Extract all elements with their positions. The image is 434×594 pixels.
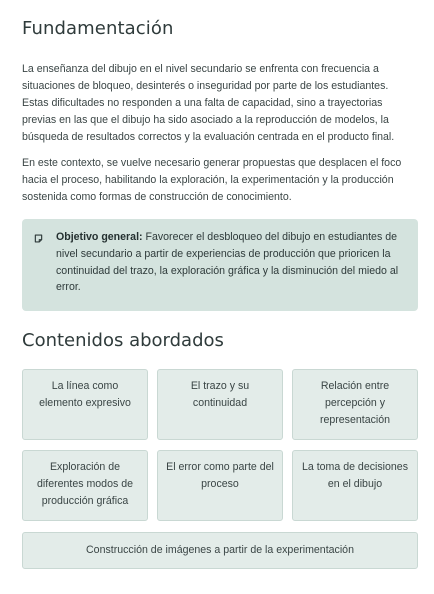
paragraph-intro: La enseñanza del dibujo en el nivel secundario se enfrenta con frecuencia a situaciones de bloqueo, desinterés o inseguridad por parte de los estudiantes. Estas dificultades no responden a una falta de capacidad, sino a trayectorias previas en las que el dibujo ha sido asociado a la reproducción de modelos, la búsqueda de resultados correctos y la evaluación centrada en el producto final. bbox=[22, 63, 395, 143]
objective-text bbox=[56, 229, 408, 296]
content-card: Exploración de diferentes modos de producción gráfica bbox=[22, 450, 148, 521]
section-title-fundamentacion: Fundamentación bbox=[22, 18, 174, 39]
objective-body: Favorecer el desbloqueo del dibujo en estudiantes de nivel secundario a partir de experiencias de producción que prioricen la continuidad del trazo, la exploración gráfica y la disminución del miedo al error. bbox=[56, 231, 399, 294]
content-card: El trazo y su continuidad bbox=[157, 369, 283, 440]
content-card: La toma de decisiones en el dibujo bbox=[292, 450, 418, 521]
objective-label: Objetivo general: bbox=[56, 231, 143, 243]
content-card: El error como parte del proceso bbox=[157, 450, 283, 521]
content-card-wide: Construcción de imágenes a partir de la experimentación bbox=[22, 532, 418, 569]
objective-callout bbox=[22, 219, 418, 311]
content-card: La línea como elemento expresivo bbox=[22, 369, 148, 440]
paragraph-context: En este contexto, se vuelve necesario generar propuestas que desplacen el foco hacia el proceso, habilitando la exploración, la experimentación y la producción sostenida como formas de construcción de conocimiento. bbox=[22, 157, 402, 203]
content-card: Relación entre percepción y representación bbox=[292, 369, 418, 440]
note-icon bbox=[34, 234, 43, 243]
section-title-contenidos: Contenidos abordados bbox=[22, 330, 224, 351]
